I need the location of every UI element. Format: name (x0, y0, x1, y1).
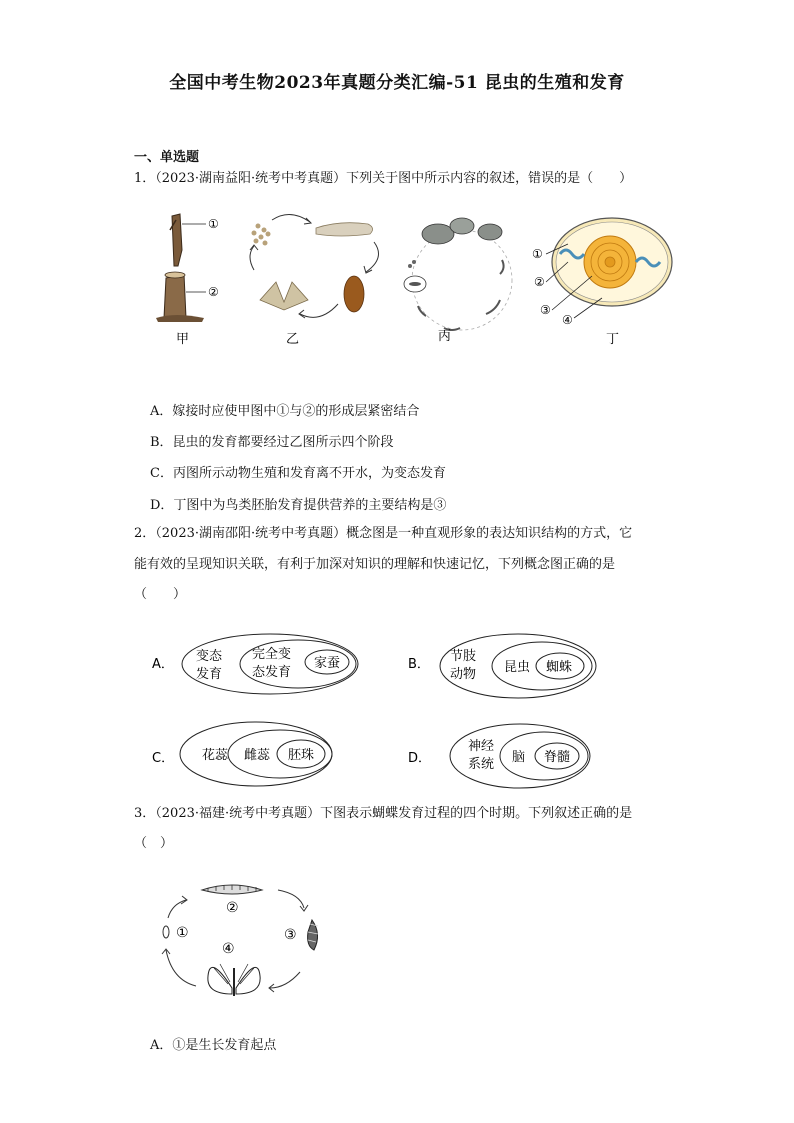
ding-marker-1: ① (532, 247, 543, 261)
q2-stem-line2: 能有效的呈现知识关联，有利于加深对知识的理解和快速记忆，下列概念图正确的是 (134, 557, 616, 572)
q2-a-mid-l1: 完全变 (252, 647, 292, 662)
q2-a-outer-l1: 变态 (196, 649, 223, 664)
q2-d-mid: 脑 (512, 750, 526, 765)
q2-b-outer-l1: 节肢 (450, 649, 477, 664)
fig-label-bing: 丙 (438, 329, 452, 344)
q1-figure (140, 200, 700, 360)
fig-label-yi: 乙 (286, 332, 300, 347)
q3-butterfly-cycle (150, 876, 350, 1006)
ding-marker-4: ④ (562, 313, 573, 327)
page-title: 全国中考生物2023年真题分类汇编-51 昆虫的生殖和发育 (169, 73, 625, 93)
q2-concept-diagrams (140, 630, 620, 800)
fig-label-jia: 甲 (176, 332, 190, 347)
ding-marker-2: ② (534, 275, 545, 289)
graft-illustration (156, 214, 206, 322)
q3-marker-2: ② (226, 900, 239, 916)
q3-marker-3: ③ (284, 927, 297, 943)
adult-butterfly-illustration (208, 964, 260, 996)
ding-marker-3: ③ (540, 303, 551, 317)
q2-stem-line3: （ ） (134, 587, 187, 602)
q2-b-letter: B． (408, 657, 430, 672)
q2-b-mid: 昆虫 (504, 660, 531, 675)
silkworm-cycle-illustration (250, 214, 379, 318)
q1-option-c: C．丙图所示动物生殖和发育离不开水，为变态发育 (150, 466, 446, 481)
egg-illustration (163, 926, 169, 938)
q1-option-d: D．丁图中为鸟类胚胎发育提供营养的主要结构是③ (150, 498, 447, 513)
q3-option-a: A．①是生长发育起点 (150, 1038, 277, 1053)
bird-egg-illustration (546, 218, 672, 318)
q3-marker-4: ④ (222, 941, 235, 957)
q1-option-a: A．嫁接时应使甲图中①与②的形成层紧密结合 (150, 404, 420, 419)
q2-c-inner: 胚珠 (288, 748, 315, 763)
q2-a-mid-l2: 态发育 (252, 665, 292, 680)
q3-stem-line2: （ ） (134, 836, 174, 851)
q2-d-outer-l1: 神经 (468, 739, 495, 754)
jia-marker-1: ① (208, 217, 219, 231)
q2-c-letter: C． (152, 751, 175, 766)
fig-label-ding: 丁 (606, 332, 620, 347)
q1-stem: 1．（2023·湖南益阳·统考中考真题）下列关于图中所示内容的叙述，错误的是（ ） (134, 171, 633, 186)
q1-option-b: B．昆虫的发育都要经过乙图所示四个阶段 (150, 435, 394, 450)
q2-a-letter: A． (152, 657, 174, 672)
q2-d-letter: D． (408, 751, 432, 766)
q3-stem-line1: 3．（2023·福建·统考中考真题）下图表示蝴蝶发育过程的四个时期。下列叙述正确的是 (134, 806, 633, 821)
q2-c-outer: 花蕊 (202, 748, 229, 763)
q2-d-outer-l2: 系统 (468, 757, 495, 772)
q2-a-inner: 家蚕 (314, 656, 341, 671)
jia-marker-2: ② (208, 285, 219, 299)
section-heading: 一、单选题 (134, 150, 200, 165)
q2-b-inner: 蜘蛛 (546, 660, 573, 675)
q2-d-inner: 脊髓 (544, 750, 571, 765)
frog-cycle-illustration (404, 218, 512, 330)
q2-c-mid: 雌蕊 (244, 748, 271, 763)
q2-b-outer-l2: 动物 (450, 667, 477, 682)
q2-stem-line1: 2．（2023·湖南邵阳·统考中考真题）概念图是一种直观形象的表达知识结构的方式，它 (134, 526, 633, 541)
q2-a-outer-l2: 发育 (196, 667, 223, 682)
q3-marker-1: ① (176, 925, 189, 941)
